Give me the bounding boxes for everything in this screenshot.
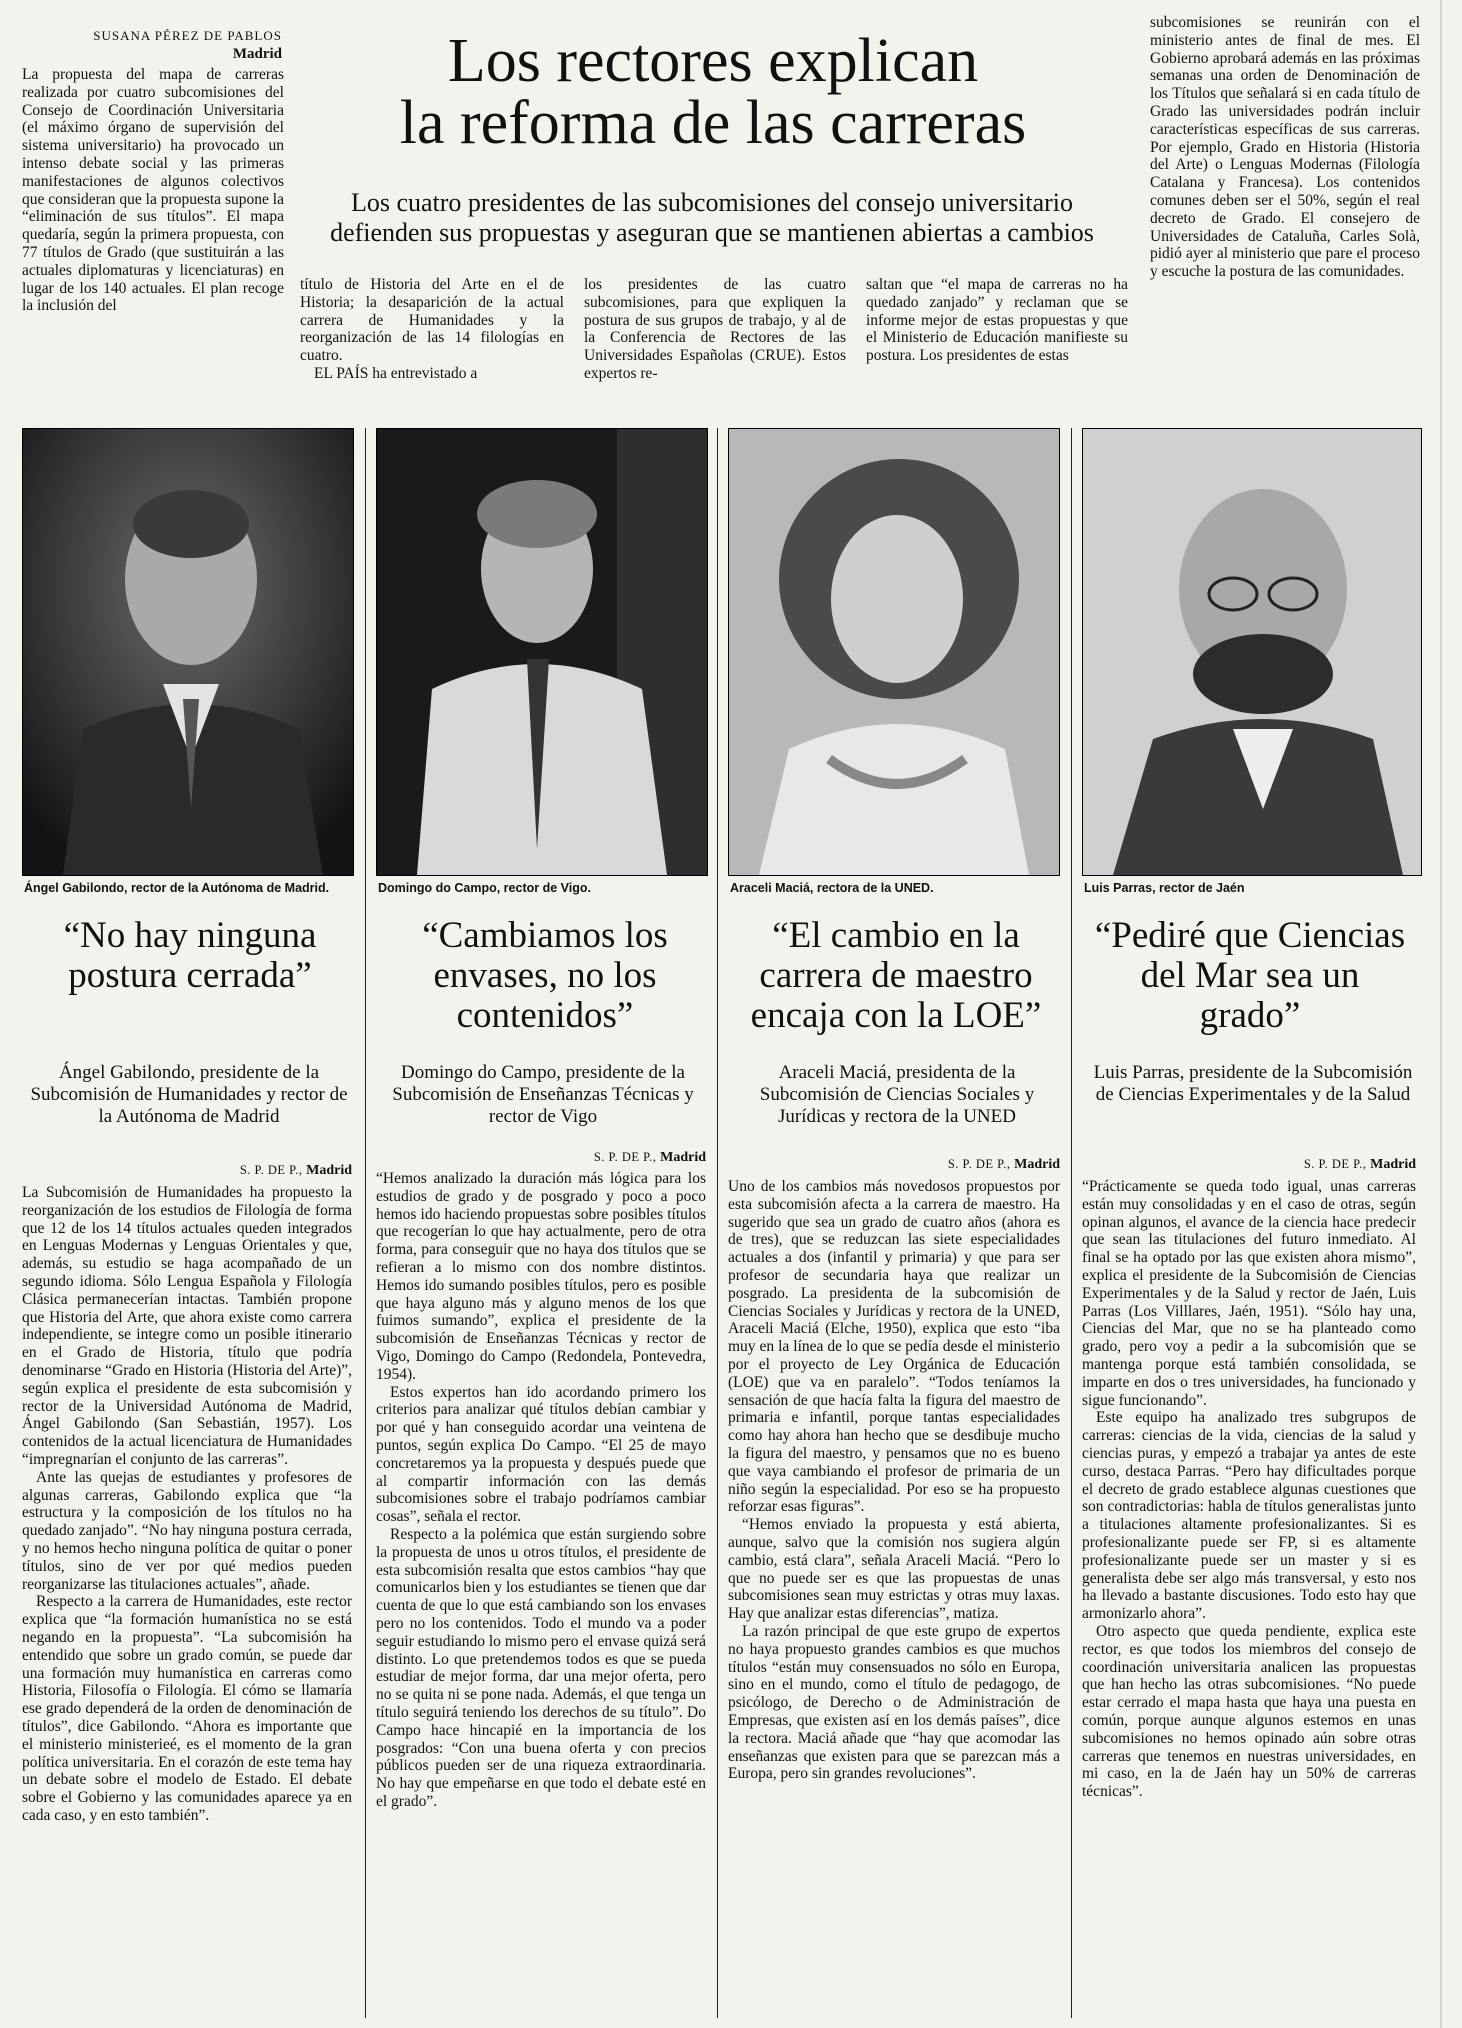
deck <box>296 188 1128 248</box>
story-paragraph: Respecto a la carrera de Humanidades, este rector explica que “la formación humanística no se está negando en la propuesta”. “La subcomisión ha entendido que sobre un grado común, se puede dar una formación muy humanística en carreras como Historia, Filosofía o Filología. El cómo se llamaría ese grado dependerá de la orden de denominación de títulos”, dice Gabilondo. “Ahora es importante que el ministerio ministerieé, es el momento de la gran política universitaria. En el corazón de este tema hay un debate sobre el modelo de Estado. El debate sobre el Gobierno y las comunidades aparece ya en cada caso, y en esto también”. <box>22 1593 352 1824</box>
signature-city: Madrid <box>660 1150 706 1165</box>
photo-caption-4: Luis Parras, rector de Jaén <box>1084 881 1245 895</box>
photo-caption-3: Araceli Maciá, rectora de la UNED. <box>730 881 934 895</box>
photo-macia <box>728 428 1060 876</box>
story-body-parras <box>1082 1178 1416 1801</box>
column-rule <box>365 428 366 2018</box>
quote-attribution-3: Araceli Maciá, presidenta de la Subcomisión de Ciencias Sociales y Jurídicas y rectora de la UNED <box>759 1062 1035 1127</box>
pull-quote-1: “No hay ninguna postura cerrada” <box>63 915 317 996</box>
story-body-do-campo <box>376 1170 706 1811</box>
pull-quote-4: “Pediré que Ciencias del Mar sea un grado” <box>1094 915 1406 1036</box>
story-paragraph: “Hemos analizado la duración más lógica para los estudios de grado y de posgrado y poco a poco hemos ido haciendo propuestas sobre posibles títulos que recogerían lo que hay actualmente, pero de otra forma, para conseguir que no haya dos títulos que se refieran a lo mismo con dos nombre distintos. Hemos ido sumando posibles títulos, pero es posible que haya alguno más y alguno menos de los que fuimos sumando”, explica el presidente de la subcomisión de Enseñanzas Técnicas y rector de Vigo, Domingo do Campo (Redondela, Pontevedra, 1954). <box>376 1170 706 1383</box>
intro-text-5: subcomisiones se reunirán con el ministerio antes de final de mes. El Gobierno aprobará además en las próximas semanas una orden de Denominación de los Títulos que señalará si en cada título de Grado las universidades podrán incluir características específicas de sus carreras. Por ejemplo, Grado en Historia (Historia del Arte) o Lenguas Modernas (Filología Catalana y Francesa). Los contenidos comunes deben ser el 50%, según el real decreto de Grado. El consejero de Universidades de Cataluña, Carles Solà, pidió ayer al ministerio que pare el proceso y escuche la postura de las comunidades. <box>1150 14 1420 281</box>
signature-city: Madrid <box>306 1163 352 1178</box>
portrait-graphic <box>23 429 353 875</box>
photo-caption-1: Ángel Gabilondo, rector de la Autónoma de Madrid. <box>24 881 330 895</box>
intro-text-3: los presidentes de las cuatro subcomisiones, para que expliquen la postura de sus grupos de trabajo, y al de la Conferencia de Rectores de las Universidades Españolas (CRUE). Estos expertos re- <box>584 276 846 382</box>
portrait-graphic <box>729 429 1059 875</box>
story-body-gabilondo <box>22 1184 352 1825</box>
story-paragraph: Este equipo ha analizado tres subgrupos de carreras: ciencias de la vida, ciencias de la salud y ciencias puras, y empezó a trabajar ya antes de este curso, destaca Parras. “Pero hay dificultades porque el decreto de grado establece algunas cuestiones que son contradictorias: habla de títulos generalistas junto a titulaciones altamente profesionalizantes. Si es profesionalizante puede ser FP, si es altamente profesionalizante puede ser un master y si es generalista debe ser algo más transversal, y esto nos ha llevado a bastante discusiones. Todo esto hay que armonizarlo ahora”. <box>1082 1409 1416 1623</box>
quote-attribution-1: Ángel Gabilondo, presidente de la Subcomisión de Humanidades y rector de la Autónoma de Madrid <box>30 1062 348 1127</box>
signature-city: Madrid <box>1014 1157 1060 1172</box>
story-paragraph: Ante las quejas de estudiantes y profesores de algunas carreras, Gabilondo explica que “la estructura y la composición de los títulos no ha quedado zanjado”. “No hay ninguna postura cerrada, y no hemos hecho ninguna política de quitar o poner títulos, sino de ver por qué medios pueden reorganizarse las titulaciones actuales”, añade. <box>22 1468 352 1593</box>
photo-do-campo <box>376 428 708 876</box>
portrait-graphic <box>377 429 707 875</box>
story-paragraph: Respecto a la polémica que están surgiendo sobre la propuesta de unos u otros títulos, el presidente de esta subcomisión resalta que estos cambios “hay que comunicarlos bien y los estudiantes se tienen que dar cuenta de que lo que está cambiando son los envases pero no los contenidos. Todo el mundo va a poder seguir estudiando lo mismo pero el envase quizá será distinto. Lo que pretendemos todos es que se pueda estudiar de mejor forma, dar una mejor oferta, pero no se quita ni se pone nada. Además, el que tenga un título seguirá teniendo los derechos de su título”. Do Campo hace hincapié en la importancia de los posgrados: “Con una buena oferta y con precios públicos pueden ser de una riqueza extraordinaria. No hay que empeñarse en que todo el debate esté en el grado”. <box>376 1525 706 1810</box>
photo-parras <box>1082 428 1422 876</box>
story-paragraph: Otro aspecto que queda pendiente, explica este rector, es que todos los miembros del consejo de coordinación universitaria analicen las propuestas que han hecho las otras subcomisiones. “No puede estar cerrado el mapa hasta que haya una puesta en común, porque aunque algunos estemos en unas subcomisiones no hemos opinado aún sobre otras carreras que tenemos en nuestras universidades, en mi caso, en la de Jaén hay un 50% de carreras técnicas”. <box>1082 1622 1416 1801</box>
story-signature-2 <box>376 1150 706 1166</box>
story-signature-4 <box>1082 1157 1416 1173</box>
deck-line-2: defienden sus propuestas y aseguran que se mantienen abiertas a cambios <box>330 218 1094 247</box>
headline-line-2: la reforma de las carreras <box>399 89 1027 157</box>
story-body-macia <box>728 1178 1060 1783</box>
intro-text-2a: título de Historia del Arte en el de Historia; la desaparición de la actual carrera de Humanidades y la reorganización de las 14 filologías en cuatro. <box>300 276 564 365</box>
signature-author: S. P. DE P., <box>239 1163 303 1177</box>
headline-line-1: Los rectores explican <box>447 27 979 95</box>
intro-text-2b: EL PAÍS ha entrevistado a <box>314 364 478 382</box>
signature-author: S. P. DE P., <box>947 1157 1011 1171</box>
intro-text-4: saltan que “el mapa de carreras no ha quedado zanjado” y reclaman que se informe mejor de estas propuestas y que el Ministerio de Educación manifieste su postura. Los presidentes de estas <box>866 276 1128 365</box>
column-rule <box>1071 428 1072 2018</box>
intro-column-2 <box>300 276 564 383</box>
headline <box>298 27 1128 157</box>
story-paragraph: Estos expertos han ido acordando primero los criterios para analizar qué títulos debían cambiar y por qué y han conseguido acordar una veintena de puntos, según explica Do Campo. “El 25 de mayo concretaremos ya la propuesta y después puede que al compartir información con las demás subcomisiones sobre el trabajo podríamos cambiar cosas”, señala el rector. <box>376 1383 706 1526</box>
intro-column-1 <box>22 66 284 315</box>
quote-attribution-2: Domingo do Campo, presidente de la Subcomisión de Enseñanzas Técnicas y rector de Vigo <box>392 1062 694 1127</box>
story-paragraph: “Hemos enviado la propuesta y está abierta, aunque, salvo que la comisión nos sugiera algún cambio, está clara”, señala Araceli Maciá. “Pero lo que no puede ser es que las propuestas de unas subcomisiones sean muy estrictas y otras muy laxas. Hay que analizar estas diferencias”, matiza. <box>728 1516 1060 1623</box>
quote-attribution-4: Luis Parras, presidente de la Subcomisión de Ciencias Experimentales y de la Salud <box>1093 1062 1413 1105</box>
scan-edge <box>1440 0 1442 2028</box>
byline-city: Madrid <box>232 46 282 62</box>
intro-column-3 <box>584 276 846 383</box>
photo-gabilondo <box>22 428 354 876</box>
signature-author: S. P. DE P., <box>1303 1157 1367 1171</box>
story-signature-3 <box>728 1157 1060 1173</box>
story-paragraph: “Prácticamente se queda todo igual, unas carreras están muy consolidadas y en el caso de otras, según opinan algunos, el avance de la ciencia hace predecir que sean las titulaciones del futuro inmediato. Al final se ha optado por las que existen ahora mismo”, explica el presidente de la Subcomisión de Ciencias Experimentales y de la Salud y rector de Jaén, Luis Parras (Los Villlares, Jaén, 1951). “Sólo hay una, Ciencias del Mar, que no se ha planteado como grado, pero voy a pedir a la subcomisión que se mantenga porque está también consolidada, se imparte en dos o tres universidades, ha funcionado y sigue funcionando”. <box>1082 1178 1416 1409</box>
intro-text-1: La propuesta del mapa de carreras realizada por cuatro subcomisiones del Consejo de Coordinación Universitaria (el máximo órgano de supervisión del sistema universitario) ha provocado un intenso debate social y las primeras manifestaciones de algunos colectivos que consideran que la propuesta supone la “eliminación de sus títulos”. El mapa quedaría, según la primera propuesta, con 77 títulos de Grado (que sustituirán a las actuales diplomaturas y licenciaturas) en lugar de los 140 actuales. El plan recoge la inclusión del <box>22 66 284 315</box>
intro-column-5 <box>1150 14 1420 281</box>
signature-author: S. P. DE P., <box>593 1150 657 1164</box>
intro-column-4 <box>866 276 1128 365</box>
photo-caption-2: Domingo do Campo, rector de Vigo. <box>378 881 591 895</box>
portrait-graphic <box>1083 429 1421 875</box>
story-paragraph: Uno de los cambios más novedosos propuestos por esta subcomisión afecta a la carrera de maestro. Ha sugerido que sea un grado de cuatro años (ahora es de tres), que se reduzcan las siete especialidades actuales a dos (infantil y primaria) y que para ser profesor de secundaria haya que realizar un posgrado. La presidenta de la subcomisión de Ciencias Sociales y Jurídicas y rectora de la UNED, Araceli Maciá (Elche, 1950), explica que esto “iba muy en la línea de lo que se pedía desde el ministerio por el proyecto de Ley Orgánica de Educación (LOE) que va en paralelo”. “Todos teníamos la sensación de que hacía falta la figura del maestro de primaria e infantil, porque tantas especialidades como hay ahora han hecho que se desdibuje mucho la figura del maestro, y pensamos que no es bueno que vaya cambiando el profesor de primaria de un niño según la especialidad. Por eso se ha propuesto reforzar esas figuras”. <box>728 1178 1060 1516</box>
story-signature-1 <box>22 1163 352 1179</box>
column-rule <box>717 428 718 2018</box>
byline-author: SUSANA PÉREZ DE PABLOS <box>93 28 282 43</box>
story-paragraph: La Subcomisión de Humanidades ha propuesto la reorganización de los estudios de Filología de forma que 12 de los 14 títulos actuales queden integrados en Lenguas Modernas y Lenguas Orientales y que, además, su estudio se haga acompañado de un segundo idioma. Sólo Lengua Española y Filología Clásica permanecerían intactas. También propone que Historia del Arte, que ahora existe como carrera independiente, se integre como un posible itinerario en el Grado de Historia, título que podría denominarse “Grado en Historia (Historia del Arte)”, según explica el presidente de esta subcomisión y rector de la Universidad Autónoma de Madrid, Ángel Gabilondo (San Sebastián, 1957). Los contenidos de la actual licenciatura de Humanidades “impregnarían el conjunto de las carreras”. <box>22 1184 352 1468</box>
story-paragraph: La razón principal de que este grupo de expertos no haya propuesto grandes cambios es que muchos títulos “están muy consensuados no sólo en Europa, sino en el mundo, como el título de pedagogo, de psicólogo, de Derecho o de Administración de Empresas, que existen así en los demás países”, dice la rectora. Maciá añade que “hay que acomodar las enseñanzas que existen para que se parezcan más a Europa, pero sin grandes revoluciones”. <box>728 1622 1060 1783</box>
pull-quote-3: “El cambio en la carrera de maestro encaja con la LOE” <box>750 915 1042 1036</box>
deck-line-1: Los cuatro presidentes de las subcomisiones del consejo universitario <box>350 188 1074 217</box>
pull-quote-2: “Cambiamos los envases, no los contenidos” <box>422 915 668 1036</box>
signature-city: Madrid <box>1370 1157 1416 1172</box>
